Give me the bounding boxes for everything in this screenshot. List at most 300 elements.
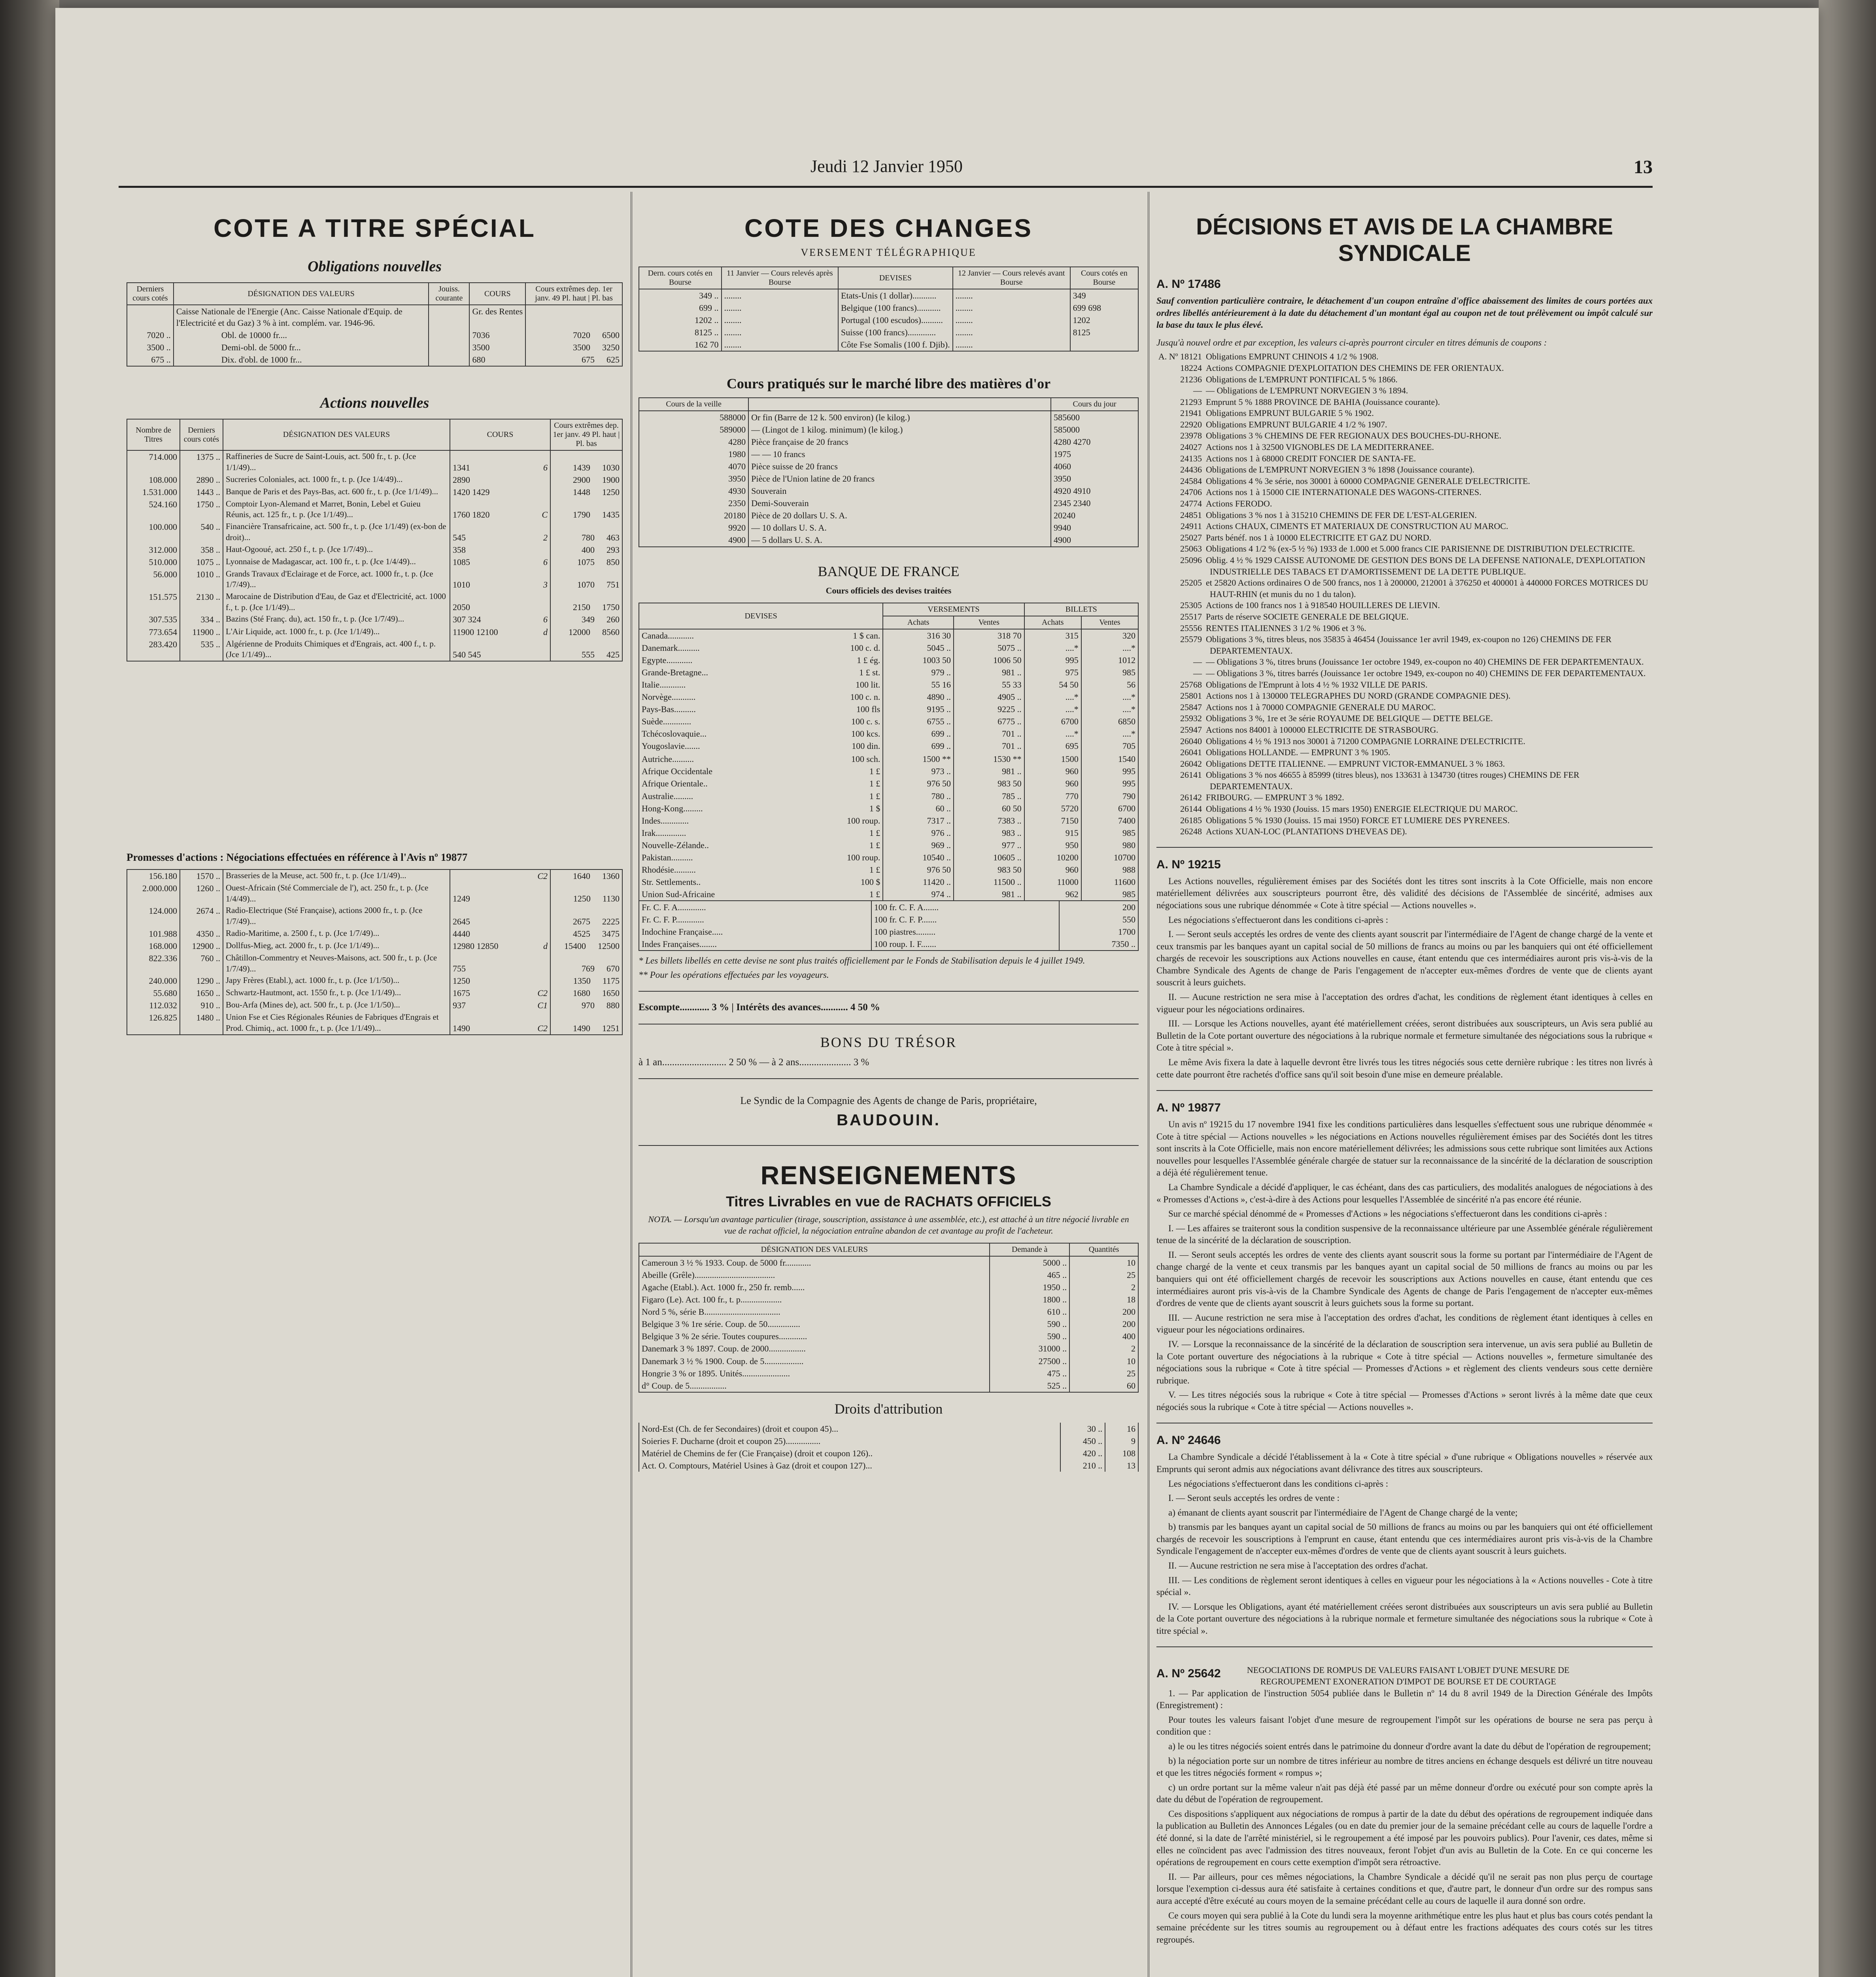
table-cell	[450, 952, 550, 975]
table-cell: Belgique (100 francs)...........	[838, 302, 953, 314]
avis-paragraph: b) la négociation porte sur un nombre de titres inférieur au nombre de titres anciens en échange desquels est délivré un titre nouveau et que les titres négociés forment « rompus »;	[1156, 1756, 1653, 1778]
table-cell: ....*	[1081, 728, 1138, 740]
table-cell: 699 ..	[883, 740, 954, 752]
table-row	[639, 460, 1138, 473]
list-item	[1156, 476, 1653, 487]
table-cell: 6850	[1081, 715, 1138, 728]
table-cell	[429, 305, 469, 329]
table-cell: ........	[953, 302, 1070, 314]
table-cell	[525, 341, 622, 353]
table-cell: Châtillon-Commentry et Neuves-Maisons, act. 500 fr., t. p. (Jce 1/7/49)...	[223, 952, 450, 975]
avis-number: 26042	[1180, 758, 1202, 769]
avis-number: 26144	[1180, 804, 1202, 814]
escompte-line: Escompte............ 3 % | Intérêts des avances........... 4 50 %	[639, 1002, 880, 1013]
table-cell: 100.000	[127, 521, 180, 543]
col-header: Cours extrêmes dep. 1er janv. 49 Pl. haut | Pl. bas	[550, 419, 622, 450]
avis-paragraph: La Chambre Syndicale a décidé d'appliquer, le cas échéant, dans des cas particuliers, des modalités analogues de négociations à des « Promesses d'Actions », c'est-à-dire à des Actions pour lesquelles l'Assemblée de sincérité n'a pas encore été réunie.	[1156, 1182, 1653, 1204]
avis-paragraph: a) émanant de clients ayant souscrit par l'intermédiaire de l'Agent de Change chargé de la vente;	[1168, 1507, 1518, 1518]
list-item	[1156, 724, 1653, 736]
table-cell	[550, 450, 622, 473]
avis-number: 25847	[1180, 702, 1202, 712]
table-cell: 1 £	[803, 864, 883, 876]
table-cell: Irak..............	[639, 827, 803, 839]
table-cell: 108	[1105, 1447, 1138, 1459]
avis-text: Obligations 4 % 3e série, nos 30001 à 60000 COMPAGNIE GENERALE D'ELECTRICITE.	[1206, 476, 1530, 486]
value: d	[543, 941, 548, 951]
syndic-line: Le Syndic de la Compagnie des Agents de change de Paris, propriétaire,	[740, 1095, 1037, 1107]
avis-text: Obligations 3 % nos 1 à 315210 CHEMINS DE FER DE L'EST-ALGERIEN.	[1206, 510, 1477, 520]
table-cell: 714.000	[127, 450, 180, 473]
table-cell: 1530 **	[954, 753, 1024, 765]
table-cell: 975	[1024, 666, 1081, 679]
col-header: DÉSIGNATION DES VALEURS	[639, 1243, 990, 1256]
list-item	[1156, 397, 1653, 408]
avis-paragraph: Le même Avis fixera la date à laquelle devront être livrés tous les titres négociés sous cette dernière rubrique : les titres non livrés à cette date pourront être rachetés d'office sans qu'il soit besoin d'une mise en demeure préalable.	[1156, 1057, 1653, 1079]
table-cell: 8125 ..	[639, 326, 722, 338]
table-cell: 910 ..	[180, 999, 223, 1011]
table-row	[639, 423, 1138, 436]
list-item	[1156, 634, 1653, 656]
droits-table	[639, 1423, 1139, 1472]
table-cell: 524.160	[127, 498, 180, 521]
col-header: Derniers cours cotés	[127, 283, 174, 305]
table-cell: 699 ..	[639, 302, 722, 314]
table-cell: 101.988	[127, 928, 180, 940]
table-cell: 55 16	[883, 679, 954, 691]
avis-paragraph: I. — Seront seuls acceptés les ordres de vente des clients ayant souscrit par l'intermédiaire de l'Agent de change chargé de la vente et ceux transmis par les banques ayant un capital social de 50 millions de francs au moins ou par les banquiers qui ont été officiellement chargés de recevoir les souscriptions aux Actions nouvelles en cause, étant entendu que ces intermédiaires auront pris vis-à-vis de la Chambre Syndicale des Agents de change de Paris l'engagement de n'accepter eux-mêmes d'ordres de vente que de clients ayant souscrit à leurs guichets.	[1156, 929, 1653, 988]
table-cell: 1 £	[803, 777, 883, 790]
table-row	[639, 1269, 1138, 1281]
table-cell: 25	[1069, 1269, 1138, 1281]
table-cell	[550, 905, 622, 927]
avis-paragraph: II. — Aucune restriction ne sera mise à l'acceptation des ordres d'achat.	[1168, 1561, 1428, 1571]
table-row	[639, 703, 1138, 715]
avis-number: 24851	[1180, 510, 1202, 520]
table-cell: 4070	[639, 460, 748, 473]
table-cell	[550, 544, 622, 556]
table-cell: 4905 ..	[954, 691, 1024, 703]
value: 1250	[453, 976, 470, 986]
table-cell: 9225 ..	[954, 703, 1024, 715]
table-cell: Grande-Bretagne...	[639, 666, 803, 679]
table-cell: 9940	[1051, 522, 1138, 534]
table-cell: 4280 4270	[1051, 436, 1138, 448]
avis-paragraph: I. — Les affaires se traiteront sous la condition suspensive de la reconnaissance ultérieure par une Assemblée générale régulièrement tenue de la sincérité de la déclaration de souscription.	[1156, 1223, 1653, 1246]
avis-body	[1156, 1119, 1653, 1413]
table-cell: 475 ..	[990, 1367, 1069, 1380]
table-cell: 316 30	[883, 629, 954, 642]
table-cell: Pièce suisse de 20 francs	[748, 460, 1051, 473]
table-cell: 6775 ..	[954, 715, 1024, 728]
table-cell: 7383 ..	[954, 815, 1024, 827]
table-cell: 995	[1024, 654, 1081, 666]
table-cell: 100 fr. C. F. A.......	[871, 901, 1059, 913]
table-row	[639, 790, 1138, 802]
table-cell: 1975	[1051, 448, 1138, 460]
table-cell: 1.531.000	[127, 486, 180, 498]
list-item	[1156, 600, 1653, 611]
or-table	[639, 397, 1139, 547]
table-cell: 18	[1069, 1293, 1138, 1306]
table-cell: 974 ..	[883, 888, 954, 901]
list-item	[1156, 792, 1653, 803]
table-row	[127, 987, 622, 999]
table-cell: Pièce de 20 dollars U. S. A.	[748, 509, 1051, 522]
table-cell: 4930	[639, 485, 748, 497]
value: 670	[606, 964, 620, 974]
value: 970	[582, 1000, 595, 1011]
table-cell: Autriche..........	[639, 753, 803, 765]
table-row	[639, 411, 1138, 423]
table-row	[639, 485, 1138, 497]
col-header: BILLETS	[1024, 603, 1138, 616]
page-header	[119, 156, 1653, 184]
table-cell: 701 ..	[954, 740, 1024, 752]
table-row	[127, 474, 622, 486]
table-cell: 915	[1024, 827, 1081, 839]
table-cell: ....*	[1024, 728, 1081, 740]
table-row	[127, 353, 622, 366]
avis-text: Obligations 3 % nos 46655 à 85999 (titres bleus), nos 133631 à 134730 (titres rouges) CHEMINS DE FER DEPARTEMENTAUX.	[1206, 770, 1579, 791]
table-cell: 320	[1081, 629, 1138, 642]
list-item	[1156, 577, 1653, 600]
table-row	[127, 486, 622, 498]
avis-text: FRIBOURG. — EMPRUNT 3 % 1892.	[1206, 792, 1344, 803]
avis-number: 24436	[1180, 465, 1202, 475]
avis-list	[1156, 351, 1653, 837]
value: 3250	[602, 342, 620, 353]
table-cell: Souverain	[748, 485, 1051, 497]
section-title: COTE A TITRE SPÉCIAL	[213, 214, 536, 242]
table-row	[639, 448, 1138, 460]
obligations-table	[127, 282, 623, 367]
avis-text: Actions de 100 francs nos 1 à 918540 HOUILLERES DE LIEVIN.	[1206, 600, 1440, 610]
table-cell	[450, 450, 550, 473]
table-cell: 4350 ..	[180, 928, 223, 940]
table-cell: Banque de Paris et des Pays-Bas, act. 600 fr., t. p. (Jce 1/1/49)...	[223, 486, 450, 498]
table-cell: 7150	[1024, 815, 1081, 827]
table-cell: 400	[1069, 1330, 1138, 1342]
table-cell: 112.032	[127, 999, 180, 1011]
table-cell: 465 ..	[990, 1269, 1069, 1281]
avis-text: Obligations de L'EMPRUNT PONTIFICAL 5 % 1866.	[1206, 374, 1398, 384]
avis-number: A. Nº 18121	[1158, 352, 1202, 362]
avis-text: — Obligations 3 %, titres bruns (Jouissance 1er octobre 1949, ex-coupon no 40) CHEMINS DE FER DEPARTEMENTAUX.	[1206, 657, 1644, 667]
avis-text: Obligations 5 % 1930 (Jouiss. 15 mai 1950) FORCE ET LUMIERE DES PYRENEES.	[1206, 815, 1510, 825]
table-row	[639, 926, 1138, 938]
table-cell: — — 10 francs	[748, 448, 1051, 460]
table-cell: Canada............	[639, 629, 803, 642]
table-row	[127, 975, 622, 987]
table-cell: 5075 ..	[954, 642, 1024, 654]
avis-text: Actions nos 1 à 68000 CREDIT FONCIER DE SANTA-FE.	[1206, 453, 1416, 463]
avis-head-text: NEGOCIATIONS DE ROMPUS DE VALEURS FAISANT L'OBJET D'UNE MESURE DE REGROUPEMENT EXONERATION D'IMPOT DE BOURSE ET DE COURTAGE	[1247, 1665, 1570, 1687]
avis-paragraph: Ces dispositions s'appliquent aux négociations de rompus à partir de la date du début des opérations de regroupement indiquée dans la publication au Bulletin des Annonces Légales (ou en date du premier jour de la semaine précédant celle au cours de laquelle l'ordre a été donné, si la date de l'arrêté ministériel, si le regroupement a été imposé par les pouvoirs publics). Pour l'avenir, ces dates, même si elles ne coïncident pas avec l'admission des titres nouveaux, feront l'objet d'un avis au Bulletin de la Cote. En ce qui concerne les opérations de regroupement en cours cette exemption d'impôt sera rétroactive.	[1156, 1809, 1653, 1867]
list-item	[1156, 623, 1653, 634]
value: 2900	[573, 474, 590, 485]
table-cell: 525 ..	[990, 1380, 1069, 1392]
value: 937	[453, 1000, 466, 1011]
table-cell	[429, 329, 469, 341]
col-header: COURS	[450, 419, 550, 450]
table-cell: 1 $ can.	[803, 629, 883, 642]
table-row	[639, 1447, 1138, 1459]
table-cell: 20180	[639, 509, 748, 522]
table-cell: 980	[1081, 839, 1138, 851]
avis-paragraph: II. — Seront seuls acceptés les ordres de vente des clients ayant souscrit sous la forme su portant par l'intermédiaire de l'Agent de change chargé de la vente et ceux transmis par les banques ayant un capital social de 50 millions de francs au moins ou par les banquiers qui ont été officiellement chargés de recevoir les souscriptions aux Actions nouvelles en cause, étant entendu que ces intermédiaires auront pris vis-à-vis de la Chambre Syndicale des Agents de change de Paris l'engagement de n'accepter eux-mêmes d'ordres de vente que de clients ayant souscrit à leurs guichets sous la forme su portant.	[1156, 1249, 1653, 1308]
table-cell: Lyonnaise de Madagascar, act. 100 fr., t. p. (Jce 1/4/49)...	[223, 556, 450, 568]
table-cell: 983 50	[954, 777, 1024, 790]
list-item	[1156, 668, 1653, 679]
table-cell	[450, 498, 550, 521]
table-cell	[550, 928, 622, 940]
table-cell: 2345 2340	[1051, 497, 1138, 509]
avis-heading: A. Nº 24646	[1156, 1434, 1221, 1447]
table-cell	[550, 952, 622, 975]
table-row	[127, 638, 622, 661]
table-cell	[550, 626, 622, 638]
table-row	[639, 1342, 1138, 1355]
table-cell: 976 50	[883, 777, 954, 790]
table-row	[639, 1256, 1138, 1269]
table-row	[639, 302, 1138, 314]
table-cell: 985	[1081, 827, 1138, 839]
table-cell: Haut-Ogooué, act. 250 f., t. p. (Jce 1/7/49)...	[223, 544, 450, 556]
table-row	[639, 1330, 1138, 1342]
table-cell: 773.654	[127, 626, 180, 638]
col-header: DÉSIGNATION DES VALEURS	[223, 419, 450, 450]
avis-text: Parts de réserve SOCIETE GENERALE DE BELGIQUE.	[1206, 611, 1409, 622]
table-cell: 5045 ..	[883, 642, 954, 654]
table-row	[127, 556, 622, 568]
table-cell: 100 kcs.	[803, 728, 883, 740]
value: 1790	[573, 510, 590, 520]
table-cell: 10	[1069, 1355, 1138, 1367]
table-cell: Grands Travaux d'Eclairage et de Force, act. 1000 fr., t. p. (Jce 1/7/49)...	[223, 568, 450, 591]
value: 1249	[453, 894, 470, 904]
avis-text: Actions nos 1 à 70000 COMPAGNIE GENERALE DU MAROC.	[1206, 702, 1436, 712]
avis-text: Oblig. 4 ½ % 1929 CAISSE AUTONOME DE GESTION DES BONS DE LA DEFENSE NATIONALE, D'EXPLOITATION INDUSTRIELLE DES TABACS ET D'AMORTISSEMENT DE LA DETTE PUBLIQUE.	[1206, 555, 1646, 576]
avis-text: Emprunt 5 % 1888 PROVINCE DE BAHIA (Jouissance courante).	[1206, 397, 1440, 407]
table-cell: 1570 ..	[180, 869, 223, 882]
promesses-table	[127, 869, 623, 1035]
table-cell	[550, 1011, 622, 1034]
value: 463	[606, 532, 620, 542]
avis-heading: A. Nº 19877	[1156, 1101, 1221, 1115]
table-cell	[1070, 338, 1138, 351]
table-cell: 770	[1024, 790, 1081, 802]
table-cell: Tchécoslovaquie...	[639, 728, 803, 740]
list-item	[1156, 656, 1653, 668]
table-cell: 1500 **	[883, 753, 954, 765]
table-row	[639, 691, 1138, 703]
avis-text: Obligations 4 ½ % 1913 nos 30001 à 71200 COMPAGNIE LORRAINE D'ELECTRICITE.	[1206, 736, 1525, 746]
col-header: Nombre de Titres	[127, 419, 180, 450]
table-cell: 790	[1081, 790, 1138, 802]
table-cell: 283.420	[127, 638, 180, 661]
table-cell: 10700	[1081, 851, 1138, 864]
table-cell: 1 £ ég.	[803, 654, 883, 666]
avis-number: 26041	[1180, 747, 1202, 758]
table-row	[639, 913, 1138, 926]
list-item	[1156, 747, 1653, 758]
table-row	[639, 1367, 1138, 1380]
table-cell: 1980	[639, 448, 748, 460]
col-header: DÉSIGNATION DES VALEURS	[174, 283, 429, 305]
table-cell: ....*	[1081, 703, 1138, 715]
column-divider	[631, 192, 632, 1977]
list-item	[1156, 464, 1653, 476]
list-item	[1156, 430, 1653, 442]
table-row	[127, 341, 622, 353]
value: 1341	[453, 462, 470, 473]
avis-number: —	[1193, 657, 1202, 667]
table-cell: 1006 50	[954, 654, 1024, 666]
table-row	[127, 591, 622, 613]
col-header	[748, 398, 1051, 411]
value: 400	[582, 544, 595, 555]
value: 425	[606, 649, 620, 660]
list-item	[1156, 521, 1653, 532]
table-row	[639, 326, 1138, 338]
table-cell: Hongrie 3 % or 1895. Unités......................	[639, 1367, 990, 1380]
table-cell: 31000 ..	[990, 1342, 1069, 1355]
col-header: COURS	[469, 283, 525, 305]
table-row	[127, 613, 622, 626]
bdf-subtitle: Cours officiels des devises traitées	[826, 585, 952, 595]
value: 1900	[602, 474, 620, 485]
table-cell: 7400	[1081, 815, 1138, 827]
table-cell: 151.575	[127, 591, 180, 613]
column-divider	[1148, 192, 1149, 1977]
avis-number: 25556	[1180, 623, 1202, 633]
avis-text: RENTES ITALIENNES 3 1/2 % 1906 et 3 %.	[1206, 623, 1366, 633]
table-row	[127, 940, 622, 952]
avis-number: 25517	[1180, 611, 1202, 622]
table-cell: 11600	[1081, 876, 1138, 888]
section-title: COTE DES CHANGES	[744, 214, 1033, 242]
table-cell: 11900 ..	[180, 626, 223, 638]
table-cell: 1290 ..	[180, 975, 223, 987]
avis-paragraph: Les négociations s'effectueront dans les conditions ci-après :	[1168, 1478, 1389, 1489]
table-cell: 680	[469, 353, 525, 366]
list-item	[1156, 510, 1653, 521]
avis-text: Actions XUAN-LOC (PLANTATIONS D'HEVEAS DE).	[1206, 826, 1407, 837]
value: 555	[582, 649, 595, 660]
table-cell: Marocaine de Distribution d'Eau, de Gaz et d'Electricité, act. 1000 f., t. p. (Jce 1/1/49)...	[223, 591, 450, 613]
table-cell: Financière Transafricaine, act. 500 fr., t. p. (Jce 1/1/49) (ex-bon de droit)...	[223, 521, 450, 543]
table-cell: Bou-Arfa (Mines de), act. 500 fr., t. p. (Jce 1/1/50)...	[223, 999, 450, 1011]
table-cell: 210 ..	[1060, 1459, 1105, 1472]
value: 7020	[573, 330, 590, 340]
table-cell: 4060	[1051, 460, 1138, 473]
value: C2	[537, 871, 548, 881]
table-cell: 126.825	[127, 1011, 180, 1034]
table-cell: Fr. C. F. A.............	[639, 901, 871, 913]
table-cell: L'Air Liquide, act. 1000 fr., t. p. (Jce 1/1/49)...	[223, 626, 450, 638]
table-cell: Danemark..........	[639, 642, 803, 654]
value: 2675	[573, 916, 590, 926]
table-cell	[550, 940, 622, 952]
table-cell: 988	[1081, 864, 1138, 876]
table-cell: Bazins (Sté Franç. du), act. 150 fr., t. p. (Jce 1/7/49)...	[223, 613, 450, 626]
table-cell: 10	[1069, 1256, 1138, 1269]
table-cell: ....*	[1081, 642, 1138, 654]
value: 3	[543, 580, 548, 590]
value: 755	[453, 964, 466, 974]
table-cell: Sucreries Coloniales, act. 1000 fr., t. p. (Jce 1/4/49)...	[223, 474, 450, 486]
table-cell: 995	[1081, 777, 1138, 790]
table-cell: 983 ..	[954, 827, 1024, 839]
table-cell: Schwartz-Hautmont, act. 1550 fr., t. p. (Jce 1/1/49)...	[223, 987, 450, 999]
table-cell: Soieries F. Ducharne (droit et coupon 25)................	[639, 1435, 1060, 1447]
value: 1640	[573, 871, 590, 881]
table-cell: 960	[1024, 777, 1081, 790]
table-cell: 56	[1081, 679, 1138, 691]
table-cell: 7350 ..	[1059, 938, 1138, 951]
avis-paragraph: c) un ordre portant sur la même valeur n'ait pas déjà été passé par un même donneur d'ordre ou exécuté pour son compte après la date du début de l'opération de regroupement.	[1156, 1782, 1653, 1805]
table-cell: ........	[722, 314, 838, 326]
avis-number: 24911	[1180, 521, 1202, 531]
table-cell	[550, 975, 622, 987]
table-cell: 12900 ..	[180, 940, 223, 952]
value: 6	[543, 557, 548, 567]
list-item	[1156, 419, 1653, 431]
col-header: Achats	[883, 616, 954, 629]
table-cell: Nouvelle-Zélande..	[639, 839, 803, 851]
table-cell: — 10 dollars U. S. A.	[748, 522, 1051, 534]
table-cell	[550, 568, 622, 591]
value: 6500	[602, 330, 620, 340]
value: 1490	[573, 1023, 590, 1033]
table-cell: 2350	[639, 497, 748, 509]
table-row	[639, 1435, 1138, 1447]
table-cell: Abeille (Grêle).....................................	[639, 1269, 990, 1281]
column-cote-titre-special	[127, 192, 623, 1977]
subsection-title: Obligations nouvelles	[308, 258, 442, 275]
table-row	[127, 329, 622, 341]
table-cell: 1 £ st.	[803, 666, 883, 679]
avis-paragraph: Les négociations s'effectueront dans les conditions ci-après :	[1168, 915, 1389, 925]
table-cell: ....*	[1024, 691, 1081, 703]
avis-number: 24706	[1180, 487, 1202, 497]
table-cell: 1443 ..	[180, 486, 223, 498]
rachats-table	[639, 1243, 1139, 1392]
value: 1251	[602, 1023, 620, 1033]
table-row	[639, 666, 1138, 679]
avis-number: 22920	[1180, 419, 1202, 429]
gr-rentes: Gr. des Rentes	[469, 305, 525, 329]
table-cell: Indes.............	[639, 815, 803, 827]
avis-text: Obligations HOLLANDE. — EMPRUNT 3 % 1905.	[1206, 747, 1390, 758]
table-cell: 168.000	[127, 940, 180, 952]
value: 2890	[453, 474, 470, 485]
avis-paragraph: Les Actions nouvelles, régulièrement émises par des Sociétés dont les titres sont inscrits à la Cote Officielle, mais non encore matériellement délivrées aux souscripteurs pourront être, dès validité des décisions de l'Assemblée de sincérité, admises aux négociations sous une rubrique dénommée « Cote à titre spécial — Actions nouvelles ».	[1156, 876, 1653, 910]
table-cell: Egypte............	[639, 654, 803, 666]
avis-text: Actions CHAUX, CIMENTS ET MATERIAUX DE CONSTRUCTION AU MAROC.	[1206, 521, 1508, 531]
value: 769	[582, 964, 595, 974]
table-row	[639, 1293, 1138, 1306]
table-cell: 960	[1024, 864, 1081, 876]
avis-paragraph: I. — Seront seuls acceptés les ordres de vente :	[1168, 1493, 1340, 1503]
value: C1	[537, 1000, 548, 1011]
subsection-title: Actions nouvelles	[320, 395, 429, 412]
table-row	[639, 629, 1138, 642]
table-cell: 100 sch.	[803, 753, 883, 765]
note: * Les billets libellés en cette devise ne sont plus traités officiellement par le Fonds de Stabilisation depuis le 4 juillet 1949.	[639, 955, 1085, 966]
table-cell: 950	[1024, 839, 1081, 851]
table-cell: 11420 ..	[883, 876, 954, 888]
